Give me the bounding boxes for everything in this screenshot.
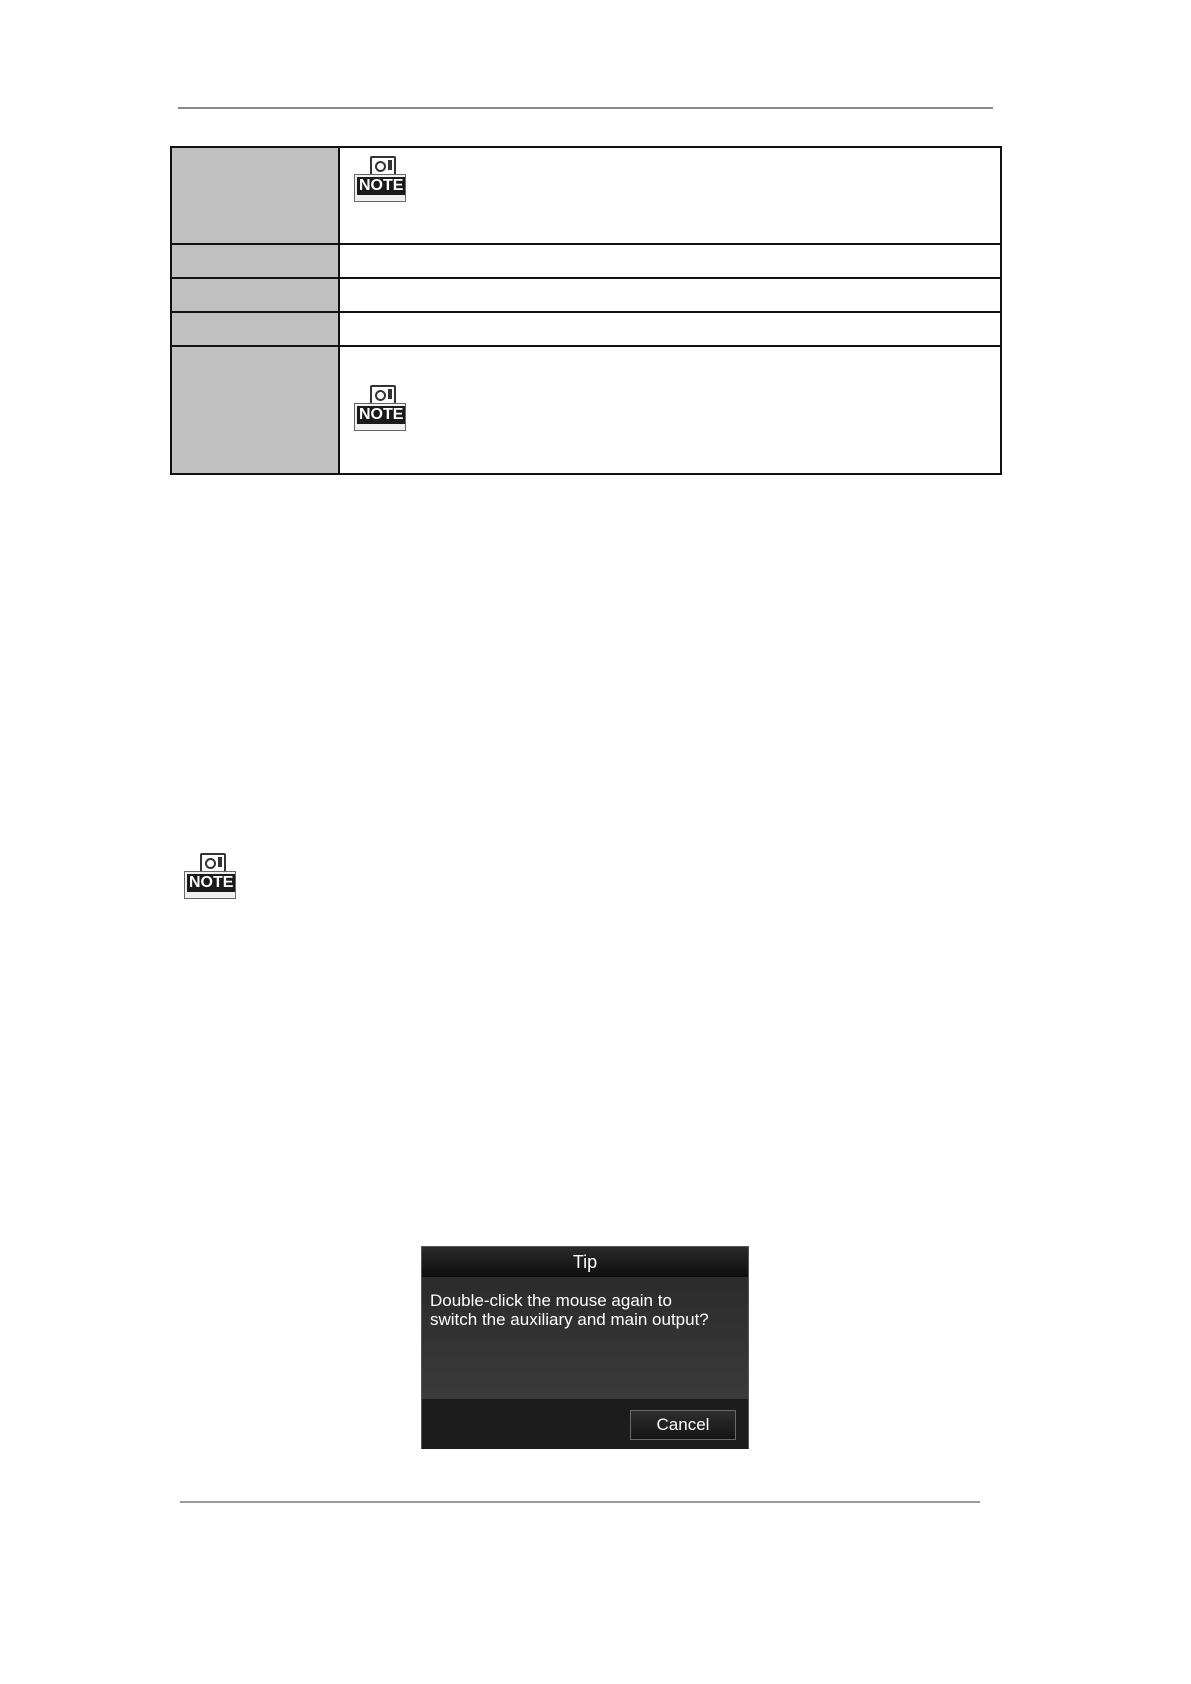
table-row — [171, 312, 1001, 346]
note-icon: NOTE — [350, 154, 408, 204]
header-rule — [178, 107, 993, 109]
table-row — [171, 346, 1001, 474]
tip-dialog — [421, 1246, 749, 1449]
table-value-cell — [339, 278, 1001, 312]
table-value-cell — [339, 244, 1001, 278]
table-label-cell — [171, 346, 339, 474]
table-label-cell — [171, 312, 339, 346]
dialog-message-line: switch the auxiliary and main output? — [430, 1310, 709, 1329]
table-value-cell — [339, 147, 1001, 244]
table-label-cell — [171, 278, 339, 312]
note-block — [180, 851, 238, 906]
note-icon: NOTE — [350, 383, 408, 433]
dialog-title: Tip — [422, 1247, 748, 1277]
table-value-cell — [339, 346, 1001, 474]
dialog-message — [422, 1277, 748, 1399]
dialog-footer — [422, 1399, 748, 1449]
cancel-button[interactable]: Cancel — [630, 1410, 736, 1440]
footer-rule — [180, 1501, 980, 1503]
table-value-cell — [339, 312, 1001, 346]
table-label-cell — [171, 147, 339, 244]
table-row — [171, 278, 1001, 312]
table-row — [171, 244, 1001, 278]
table-row — [171, 147, 1001, 244]
note-icon: NOTE — [180, 851, 238, 901]
settings-table — [170, 146, 1002, 475]
dialog-message-line: Double-click the mouse again to — [430, 1291, 672, 1310]
table-label-cell — [171, 244, 339, 278]
